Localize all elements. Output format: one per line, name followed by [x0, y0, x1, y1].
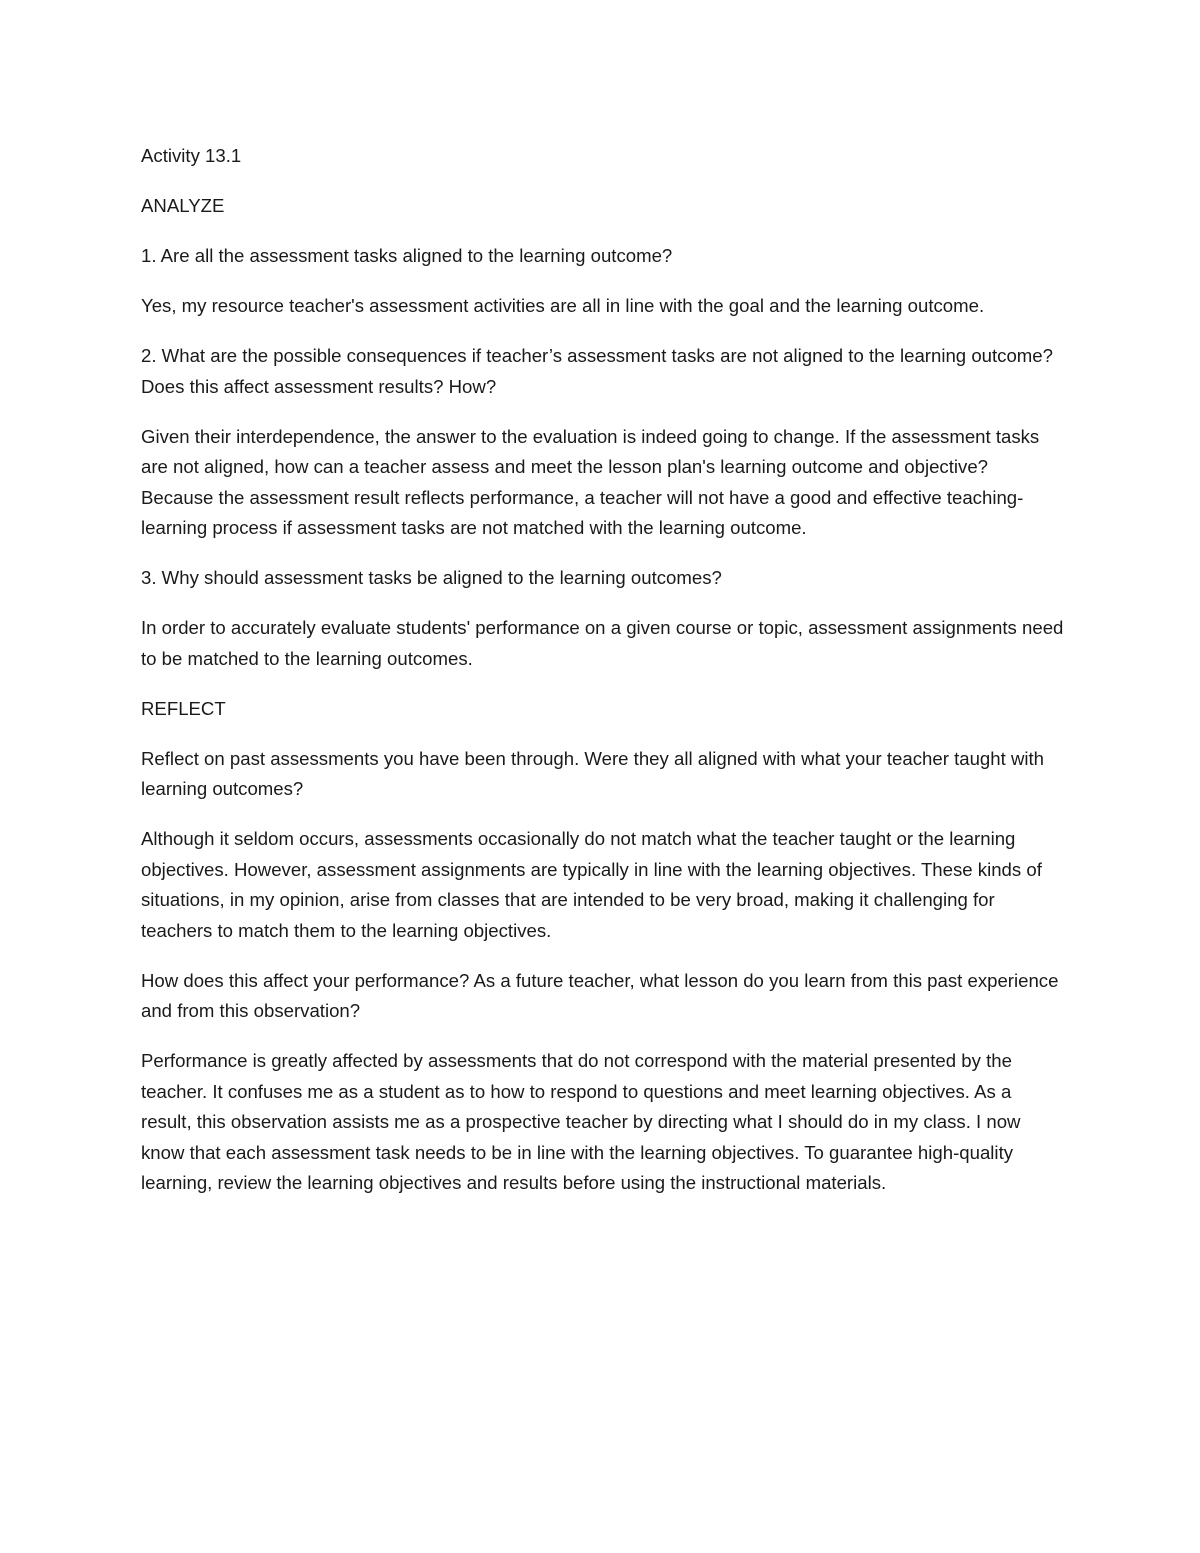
activity-title: Activity 13.1 — [141, 145, 242, 166]
reflect-answer-2: Performance is greatly affected by assessments that do not correspond with the material presented by the teacher. It confuses me as a student as to how to respond to questions and meet learning objectives. As a result, this observation assists me as a prospective teacher by directing what I should do in my class. I now know that each assessment task needs to be in line with the learning objectives. To guarantee high-quality learning, review the learning objectives and results before using the instructional materials. — [141, 1050, 1021, 1193]
reflect-answer-1: Although it seldom occurs, assessments occasionally do not match what the teacher taught or the learning objectives. However, assessment assignments are typically in line with the learning objectives. These kinds of situations, in my opinion, arise from classes that are intended to be very broad, making it challenging for teachers to match them to the learning objectives. — [141, 828, 1042, 941]
answer-1: Yes, my resource teacher's assessment activities are all in line with the goal and the learning outcome. — [141, 295, 985, 316]
document-body — [141, 141, 1065, 1218]
question-2: 2. What are the possible consequences if teacher’s assessment tasks are not aligned to the learning outcome? Does this affect assessment results? How? — [141, 345, 1053, 397]
reflect-heading: REFLECT — [141, 697, 226, 719]
answer-3: In order to accurately evaluate students' performance on a given course or topic, assessment assignments need to be matched to the learning outcomes. — [141, 617, 1064, 669]
question-3: 3. Why should assessment tasks be aligned to the learning outcomes? — [141, 567, 722, 588]
reflect-question-1: Reflect on past assessments you have been through. Were they all aligned with what your teacher taught with learning outcomes? — [141, 747, 1045, 799]
analyze-heading: ANALYZE — [141, 195, 225, 216]
answer-2: Given their interdependence, the answer to the evaluation is indeed going to change. If the assessment tasks are not aligned, how can a teacher assess and meet the lesson plan's learning outcome and objective? Because the assessment result reflects performance, a teacher will not have a good and effective teaching-learning process if assessment tasks are not matched with the learning outcome. — [141, 425, 1040, 538]
question-1: 1. Are all the assessment tasks aligned to the learning outcome? — [141, 245, 673, 266]
reflect-question-2: How does this affect your performance? As a future teacher, what lesson do you learn from this past experience and from this observation? — [141, 969, 1059, 1021]
